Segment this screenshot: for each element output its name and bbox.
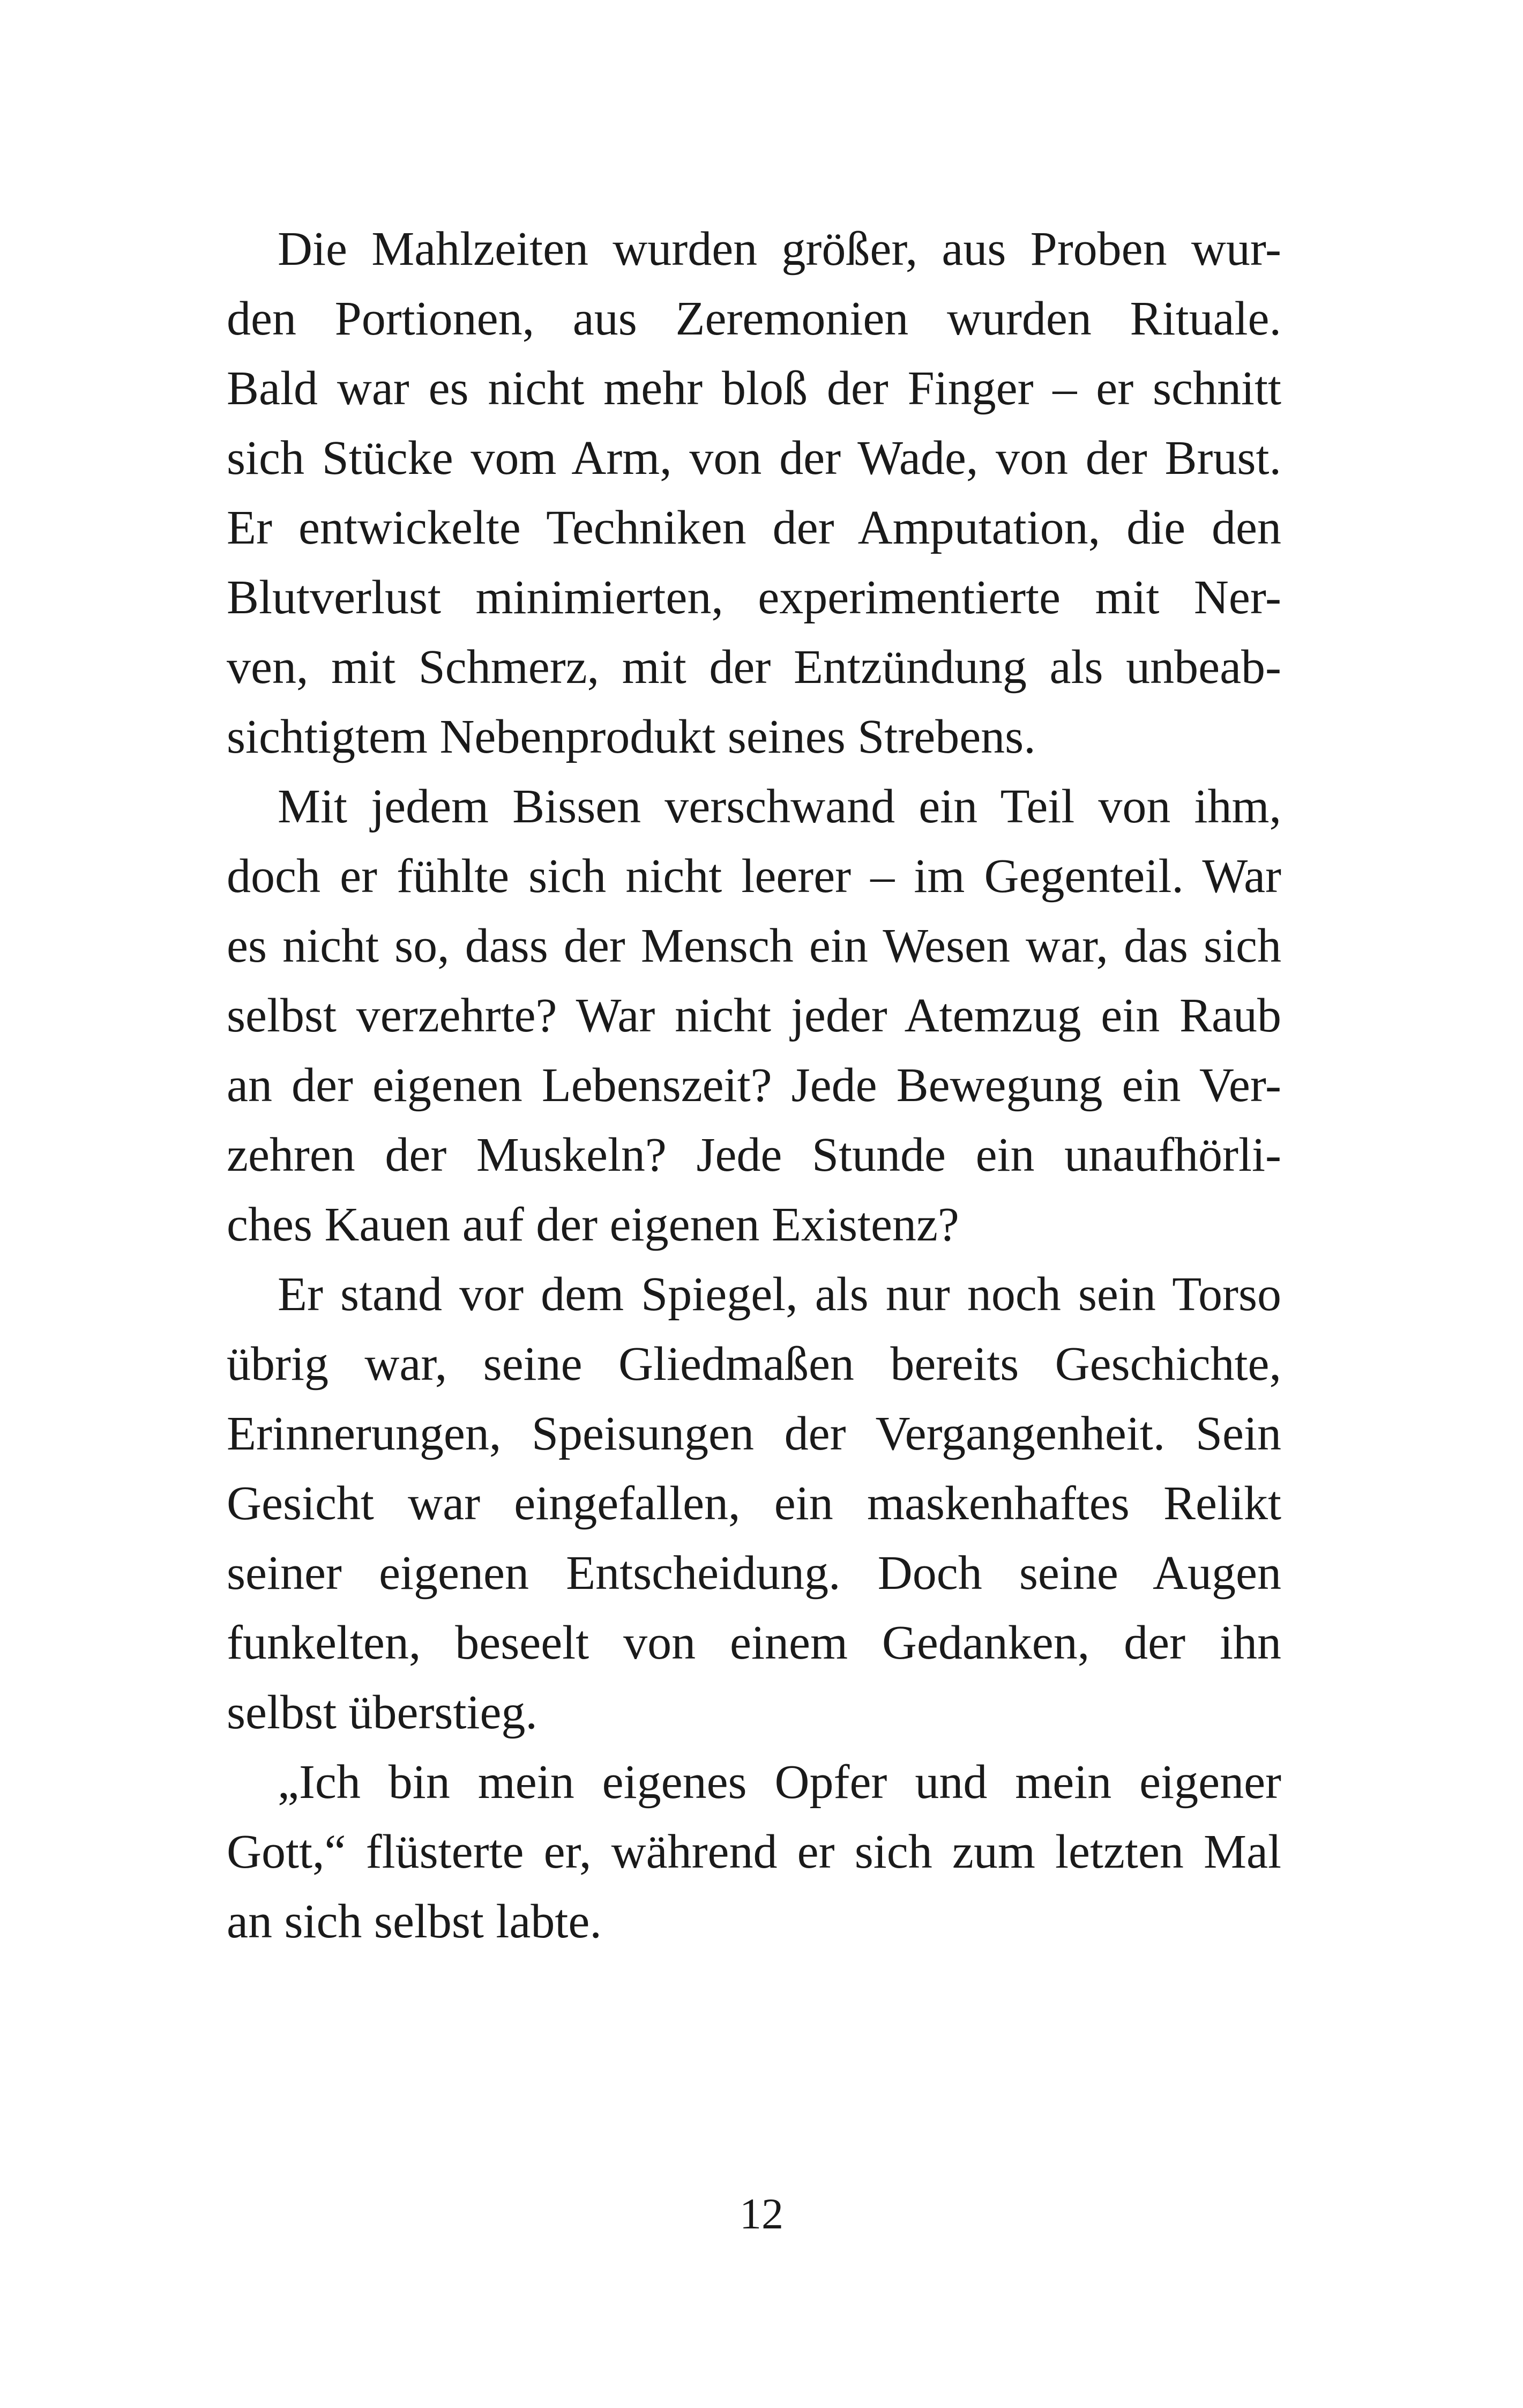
- text-line: Er stand vor dem Spiegel, als nur noch sein Torso: [278, 1268, 1281, 1321]
- text-line: den Portionen, aus Zeremonien wurden Rituale.: [227, 292, 1281, 345]
- text-line: Die Mahlzeiten wurden größer, aus Proben wur-: [278, 222, 1281, 276]
- text-line: selbst verzehrte? War nicht jeder Atemzug ein Raub: [227, 989, 1281, 1042]
- text-line: Mit jedem Bissen verschwand ein Teil von ihm,: [278, 780, 1281, 833]
- text-line: seiner eigenen Entscheidung. Doch seine Augen: [227, 1547, 1281, 1600]
- text-line: ven, mit Schmerz, mit der Entzündung als unbeab-: [227, 641, 1281, 694]
- text-line: sich Stücke vom Arm, von der Wade, von der Brust.: [227, 432, 1281, 485]
- text-line: an der eigenen Lebenszeit? Jede Bewegung ein Ver-: [227, 1059, 1281, 1112]
- text-line: es nicht so, dass der Mensch ein Wesen war, das sich: [227, 919, 1281, 972]
- text-line: doch er fühlte sich nicht leerer – im Gegenteil. War: [227, 850, 1281, 903]
- text-line: Gott,“ flüsterte er, während er sich zum letzten Mal: [227, 1825, 1281, 1878]
- text-line: selbst überstieg.: [227, 1686, 537, 1739]
- text-line: Bald war es nicht mehr bloß der Finger – er schnitt: [227, 362, 1281, 415]
- text-line: ches Kauen auf der eigenen Existenz?: [227, 1198, 959, 1251]
- text-line: an sich selbst labte.: [227, 1895, 602, 1948]
- text-line: sichtigtem Nebenprodukt seines Strebens.: [227, 710, 1036, 763]
- text-line: übrig war, seine Gliedmaßen bereits Geschichte,: [227, 1337, 1281, 1391]
- text-line: Gesicht war eingefallen, ein maskenhaftes Relikt: [227, 1477, 1281, 1530]
- text-line: Erinnerungen, Speisungen der Vergangenheit. Sein: [227, 1407, 1281, 1460]
- text-line: funkelten, beseelt von einem Gedanken, der ihn: [227, 1616, 1281, 1669]
- text-line: Er entwickelte Techniken der Amputation, die den: [227, 501, 1281, 554]
- text-line: Blutverlust minimierten, experimentierte mit Ner-: [227, 571, 1281, 624]
- page-number: 12: [740, 2189, 783, 2238]
- body-text: [227, 214, 1281, 1957]
- text-line: „Ich bin mein eigenes Opfer und mein eigener: [278, 1756, 1281, 1809]
- text-line: zehren der Muskeln? Jede Stunde ein unaufhörli-: [227, 1128, 1281, 1181]
